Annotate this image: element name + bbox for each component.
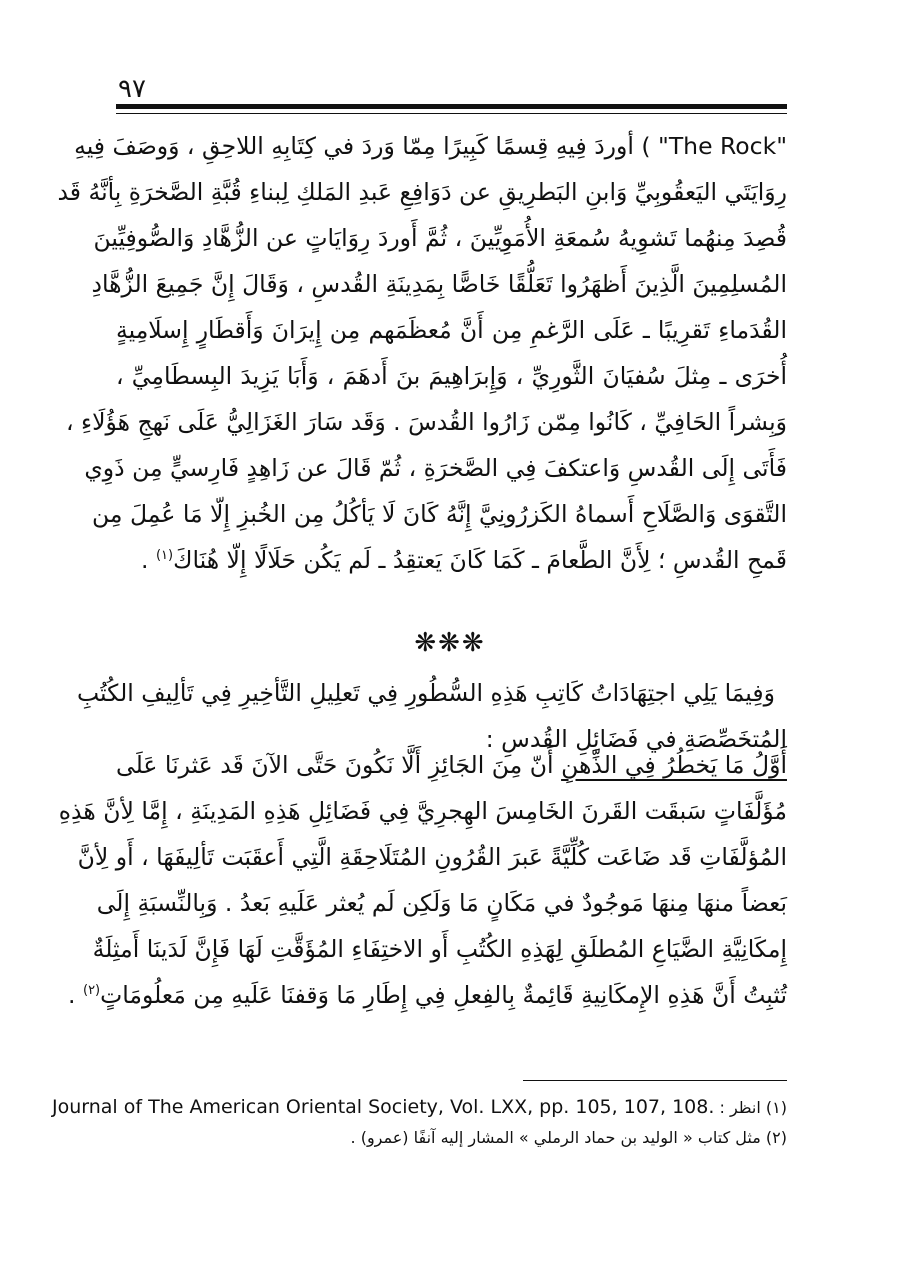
text-line: القُدَماءِ تَقرِيبًا ـ عَلَى الرَّغمِ مِن أَنَّ مُعظَمَهم مِن إِيرَانَ وَأَقطَارٍ إِسلَامِيةٍ [116, 316, 787, 344]
footnote-marker: (١) [765, 1098, 787, 1117]
footnote-1 [51, 1092, 787, 1123]
paragraph-3 [58, 742, 787, 1018]
text-line: أُخرَى ـ مِثلَ سُفيَانَ الثَّورِيِّ ، وَإِبرَاهِيمَ بنَ أَدهَمَ ، وَأَبَا يَزِيدَ البِسطَامِيِّ ، [116, 362, 787, 390]
text-line: مُؤَلَّفَاتٍ سَبقَت القَرنَ الخَامِسَ الهِجرِيَّ فِي فَضَائِلِ هَذِهِ المَدِينَةِ ، إِمَّا لِأنَّ هَذِهِ [58, 797, 787, 825]
paragraph-1 [57, 123, 787, 583]
sentence-end: . [68, 981, 83, 1009]
header-rule-thin [116, 113, 787, 114]
text-line: التَّقوَى وَالصَّلَاحِ أَسماهُ الكَزرُونِيَّ إِنَّهُ كَانَ لَا يَأكُلُ مِن الخُبزِ إِلّا مَا عُمِلَ مِن [92, 500, 787, 528]
section-separator: ❋❋❋ [414, 628, 486, 658]
sentence-end: . [140, 546, 156, 574]
footnote-2 [116, 1123, 787, 1153]
text-line: بَعضاً منهَا مِنهَا مَوجُودٌ في مَكَانٍ مَا وَلَكِن لَم يُعثر عَلَيهِ بَعدُ . وَبِالنِّسبَةِ إِلَى [96, 889, 787, 917]
footnote-rule [523, 1080, 787, 1081]
text-line: وَبِشراً الحَافِيِّ ، كَانُوا مِمّن زَارُوا القُدسَ . وَقَد سَارَ الغَزَالِيُّ عَلَى نَهجِ هَؤُلَاءِ ، [65, 408, 787, 436]
text-line: المُسلِمِينَ الَّذِينَ أَظهَرُوا تَعَلُّقًا خَاصًّا بِمَدِينَةِ القُدسِ ، وَقَالَ إِنَّ جَمِيعَ الزُّهَّادِ [91, 270, 787, 298]
text-line-last [116, 537, 787, 583]
footnote-text: مثل كتاب « الوليد بن حماد الرملي » المشار إليه آنفًا (عمرو) . [350, 1128, 761, 1147]
text-line: المُؤلَّفَاتِ قَد ضَاعَت كُلِّيَّةً عَبرَ القُرُونِ المُتَلَاحِقَةِ الَّتِي أَعقَبَت تَألِيفَهَا ، أَو لِأنَّ [77, 843, 787, 871]
text-line-last [68, 972, 787, 1018]
text-line: "The Rock" ) أوردَ فِيهِ قِسمًا كَبِيرًا مِمّا وَردَ في كِتَابِهِ اللاحِقِ ، وَوصَفَ فِيهِ [74, 132, 787, 160]
footnote-ref-1[interactable]: (١) [155, 548, 174, 564]
footnote-citation: Journal of The American Oriental Society, Vol. LXX, pp. 105, 107, 108. [51, 1096, 715, 1118]
text-line: قُصِدَ مِنهُما تَشوِيهُ سُمعَةِ الأُمَوِيِّينَ ، ثُمَّ أَوردَ رِوَايَاتٍ عن الزُّهَّادِ وَالصُّوفِيِّينَ [93, 224, 787, 252]
text-line: إِمكَانِيَّةِ الضَّيَاعِ المُطلَقِ لِهَذِهِ الكُتُبِ أَو الاختِفَاءِ المُؤَقَّتِ لَهَا فَإِنَّ لَدَينَا أَمثِلَةٌ [92, 935, 787, 963]
footnote-prefix: انظر : [714, 1098, 761, 1117]
text-line-content: تُثبِتُ أَنَّ هَذِهِ الإِمكَانِيةِ قَائِمةٌ بِالفِعلِ فِي إِطَارِ مَا وَقفنَا عَلَيهِ مِن مَعلُومَاتٍ [100, 981, 787, 1009]
page-number: ٩٧ [118, 74, 146, 104]
text-line-last: المُتخَصِّصَةِ في فَضَائِلِ القُدسِ : [485, 725, 787, 753]
text-line [116, 742, 787, 788]
underlined-phrase: أَوَّلُ مَا يَخطُرُ فِي الذِّهنِ [561, 751, 787, 779]
text-line: وَفِيمَا يَلِي اجتِهَادَاتُ كَاتِبِ هَذِهِ السُّطُورِ فِي تَعلِيلِ التَّأخِيرِ فِي تَألِيفِ الكُتُبِ [76, 679, 775, 707]
text-line: فَأَتَى إِلَى القُدسِ وَاعتكفَ فِي الصَّخرَةِ ، ثُمّ قَالَ عن زَاهِدٍ فَارِسيٍّ مِن ذَوِي [84, 454, 787, 482]
footnote-marker: (٢) [765, 1128, 787, 1147]
text-line-content: قَمحِ القُدسِ ؛ لِأَنَّ الطَّعامَ ـ كَمَا كَانَ يَعتقِدُ ـ لَم يَكُن حَلَالًا إِلّا هُنَاكَ [173, 546, 787, 574]
header-rule-thick [116, 104, 787, 109]
footnotes [51, 1092, 787, 1153]
text-line: رِوَايَتَي اليَعقُوبِيِّ وَابنِ البَطرِيقِ عن دَوَافِعِ عَبدِ المَلكِ لِبناءِ قُبَّةِ الصَّخرَةِ بِأنَّهُ قَد [57, 178, 787, 206]
footnote-ref-2[interactable]: (٢) [82, 983, 101, 999]
text-line-content: أَنّ مِنَ الجَائِزِ أَلَّا نَكُونَ حَتَّى الآنَ قَد عَثرنَا عَلَى [116, 751, 562, 779]
